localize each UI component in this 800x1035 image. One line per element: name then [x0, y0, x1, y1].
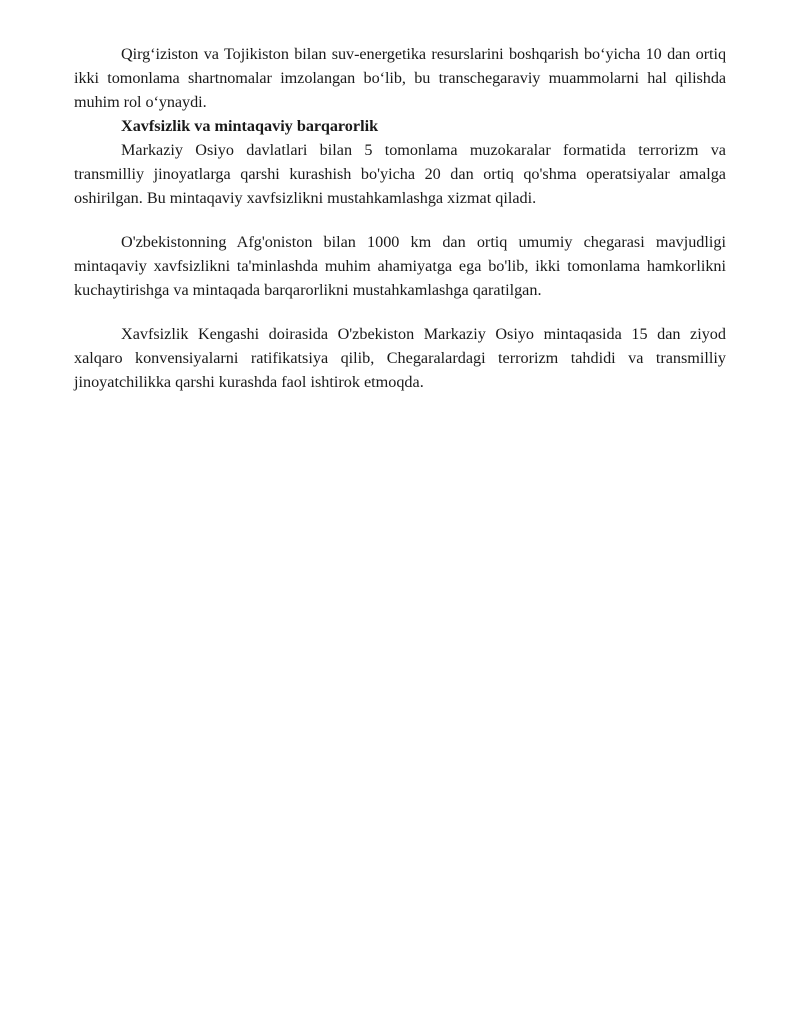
document-page: [74, 42, 726, 394]
paragraph-regional-security: Markaziy Osiyo davlatlari bilan 5 tomonlama muzokaralar formatida terrorizm va transmilliy jinoyatlarga qarshi kurashish bo'yicha 20 dan ortiq qo'shma operatsiyalar amalga oshirilgan. Bu mintaqaviy xavfsizlikni mustahkamlashga xizmat qiladi.: [74, 141, 726, 207]
paragraph-security-council: Xavfsizlik Kengashi doirasida O'zbekiston Markaziy Osiyo mintaqasida 15 dan ziyod xalqaro konvensiyalarni ratifikatsiya qilib, Chegaralardagi terrorizm tahdidi va transmilliy jinoyatchilikka qarshi kurashda faol ishtirok etmoqda.: [74, 325, 726, 391]
intro-paragraph: Qirg‘iziston va Tojikiston bilan suv-energetika resurslarini boshqarish bo‘yicha 10 dan ortiq ikki tomonlama shartnomalar imzolangan bo‘lib, bu transchegaraviy muammolarni hal qilishda muhim rol o‘ynaydi.: [74, 45, 726, 111]
paragraph-afghanistan-border: O'zbekistonning Afg'oniston bilan 1000 km dan ortiq umumiy chegarasi mavjudligi mintaqaviy xavfsizlikni ta'minlashda muhim ahamiyatga ega bo'lib, ikki tomonlama hamkorlikni kuchaytirishga va mintaqada barqarorlikni mustahkamlashga qaratilgan.: [74, 233, 726, 299]
section-heading: Xavfsizlik va mintaqaviy barqarorlik: [121, 117, 379, 135]
